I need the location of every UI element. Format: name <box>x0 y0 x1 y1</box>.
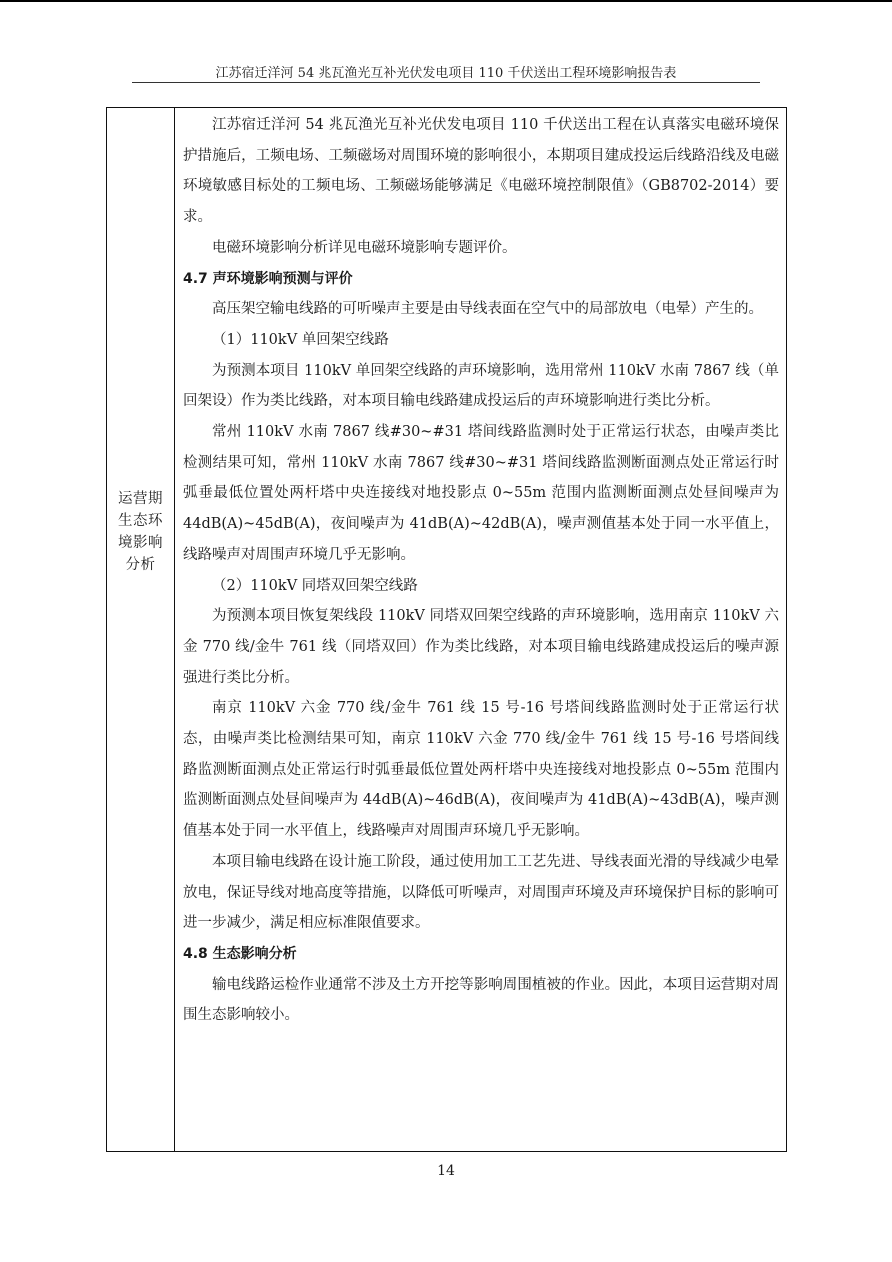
section-label-line: 境影响 <box>118 535 163 551</box>
paragraph-single-circuit-result: 常州 110kV 水南 7867 线#30~#31 塔间线路监测时处于正常运行状态，由噪声类比检测结果可知，常州 110kV 水南 7867 线#30~#31 塔间线路监测断面测点处正常运行时弧垂最低位置处两杆塔中央连接线对地投影点 0~55m 范围内监测断面测点处昼间噪声为 44dB(A)~45dB(A)，夜间噪声为 41dB(A)~42dB(A)，噪声测值基本处于同一水平值上，线路噪声对周围声环境几乎无影响。 <box>183 424 779 563</box>
page-number: 14 <box>437 1163 455 1179</box>
section-content <box>183 110 779 1031</box>
paragraph-em-reference: 电磁环境影响分析详见电磁环境影响专题评价。 <box>212 239 517 256</box>
section-label-line: 生态环 <box>118 513 163 529</box>
section-label <box>107 488 174 576</box>
header-rule <box>132 82 760 83</box>
paragraph-double-circuit-result: 南京 110kV 六金 770 线/金牛 761 线 15 号-16 号塔间线路监测时处于正常运行状态，由噪声类比检测结果可知，南京 110kV 六金 770 线/金牛 761 线 15 号-16 号塔间线路监测断面测点处正常运行时弧垂最低位置处两杆塔中央连接线对地投影点 0~55m 范围内监测断面测点处昼间噪声为 44dB(A)~46dB(A)，夜间噪声为 41dB(A)~43dB(A)，噪声测值基本处于同一水平值上，线路噪声对周围声环境几乎无影响。 <box>183 700 779 840</box>
subheading-single-circuit: （1）110kV 单回架空线路 <box>212 331 389 348</box>
paragraph-ecology: 输电线路运检作业通常不涉及土方开挖等影响周围植被的作业。因此，本项目运营期对周围生态影响较小。 <box>183 976 779 1024</box>
subheading-double-circuit: （2）110kV 同塔双回架空线路 <box>212 577 418 594</box>
paragraph-double-circuit-method: 为预测本项目恢复架线段 110kV 同塔双回架空线路的声环境影响，选用南京 110kV 六金 770 线/金牛 761 线（同塔双回）作为类比线路，对本项目输电线路建成投运后的噪声源强进行类比分析。 <box>183 608 779 686</box>
report-table <box>106 107 787 1152</box>
paragraph-noise-mitigation: 本项目输电线路在设计施工阶段，通过使用加工工艺先进、导线表面光滑的导线减少电晕放电，保证导线对地高度等措施，以降低可听噪声，对周围声环境及声环境保护目标的影响可进一步减少，满足相应标准限值要求。 <box>183 853 779 932</box>
section-label-line: 运营期 <box>118 491 163 507</box>
paragraph-em-conclusion: 江苏宿迁洋河 54 兆瓦渔光互补光伏发电项目 110 千伏送出工程在认真落实电磁环境保护措施后，工频电场、工频磁场对周围环境的影响很小，本期项目建成投运后线路沿线及电磁环境敏感目标处的工频电场、工频磁场能够满足《电磁环境控制限值》（GB8702-2014）要求。 <box>183 117 779 226</box>
heading-4-8: 4.8 生态影响分析 <box>183 945 297 962</box>
section-label-cell <box>107 108 175 1151</box>
heading-4-7: 4.7 声环境影响预测与评价 <box>183 270 353 287</box>
page-top-border <box>0 0 892 2</box>
document-header: 江苏宿迁洋河 54 兆瓦渔光互补光伏发电项目 110 千伏送出工程环境影响报告表 <box>215 66 677 81</box>
section-label-line: 分析 <box>125 557 156 573</box>
paragraph-single-circuit-method: 为预测本项目 110kV 单回架空线路的声环境影响，选用常州 110kV 水南 7867 线（单回架设）作为类比线路，对本项目输电线路建成投运后的声环境影响进行类比分析。 <box>183 362 779 410</box>
paragraph-noise-source: 高压架空输电线路的可听噪声主要是由导线表面在空气中的局部放电（电晕）产生的。 <box>212 301 763 318</box>
